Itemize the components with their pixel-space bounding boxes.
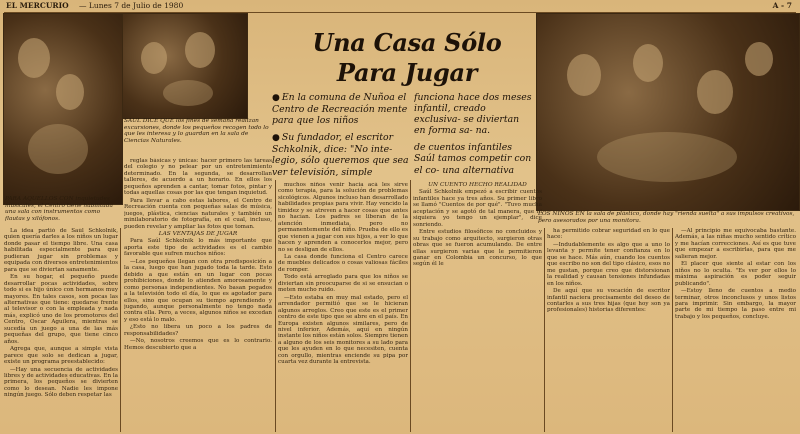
caption-excursions: SAUL DICE QUE los fines de semana realizan excursiones, donde los pequeños recogen todo lo que les interesa y lo guardan en la sala de Ciencias Naturales. <box>124 118 269 144</box>
bullet-icon: ● <box>272 133 280 144</box>
caption-music-room: PARA AQUELLOS CON inquietudes musicales, el Centro tiene habilitada una sala con instrumentos como flautas y xilófonos. <box>5 196 113 222</box>
article-column-2 <box>124 158 272 432</box>
paragraph: La casa donde funciona el Centro carece de muebles delicados o cosas valiosas fáciles de romper. <box>278 253 408 273</box>
paragraph: Saúl Schkolnik empezó a escribir cuentos infantiles hace ya tres años. Su primer libro se llamó "Cuentos de por qué". "Tuvo mucha aceptación y se agotó de tal manera, que ni siquiera yo tengo un ejemplar", dice sonriendo. <box>413 189 542 228</box>
paragraph: —Hay una secuencia de actividades libres y de actividades educativas. En la primera, los pequeños se divierten como lo desean. Nadie les impone ningún juego. Sólo deben respetar las <box>4 366 118 399</box>
lead-bullet-1-right: funciona hace dos meses infantil, creado exclusiva- se diviertan en forma sa- na. <box>414 92 532 137</box>
paragraph: —Indudablemente es algo que a uno lo levanta y permite tener confianza en lo que se hace. Más aún, cuando los cuentos que escribo no son del tipo clásico, esos no me gustan, porque creo que distorsionan la realidad y causan tensiones infundadas en los niños. <box>547 241 670 287</box>
lead-bullet-2-right: de cuentos infantiles Saúl tamos competir con el co- una alternativa <box>414 142 532 176</box>
lead-bullet-2-left: Su fundador, el escritor Schkolnik, dice: "No inte- legio, sólo queremos que sea ver televisión, simple <box>272 132 409 176</box>
paragraph: Para llevar a cabo estas labores, el Centro de Recreación cuenta con pequeñas salas de música, juegos, plástica, ciencias naturales y también un minilaboratorio de fotografía, en el cual, incluso, pueden revelar y ampliar las fotos que toman. <box>124 197 272 230</box>
newspaper-name: EL MERCURIO <box>6 1 69 10</box>
paragraph: ¿Esto no libera un poco a los padres de responsabilidades? <box>124 324 272 337</box>
photo-weekend-excursions <box>122 13 248 119</box>
paragraph: —Al principio me equivocaba bastante. Además, a las niñas mucho sentido crítico y me hacían correcciones. Así es que tuve que empezar a escribirlas, para que me salieran mejor. <box>675 228 796 260</box>
photo-plastic-arts-room <box>536 13 800 211</box>
paragraph: Todo está arreglado para que los niños se diviertan sin preocuparse de si se ensucian o meten mucho ruido. <box>278 274 408 294</box>
paragraph: En su hogar, el pequeño puede desarrollar pocas actividades, sobre todo si es hijo único con hermanos muy mayores. En tales casos, son pocas las alternativas que tiene: quedarse frente al televisor o con la empleada y nada más, explicó uno de los promotores del Centro, Oscar Aguilera, mientras se sucedía un juego a una de las más pequeñas del grupo, que tiene cinco años. <box>4 274 118 345</box>
page-header <box>4 1 796 13</box>
lead-right <box>414 92 532 176</box>
article-headline <box>282 28 532 88</box>
article-column-5 <box>675 228 796 432</box>
headline-line-1: Una Casa Sólo <box>312 28 502 57</box>
paragraph: ha permitido cobrar seguridad en lo que hace: <box>547 228 670 241</box>
paragraph: La idea partió de Saúl Schkolnik, quien quería darles a los niños un lugar donde pasar el tiempo libre. Una casa habilitada especialmente para que pudieran jugar sin problemas y equipada con diversos entretenimientos para que se diviertan sanamente. <box>4 228 118 273</box>
caption-plastic-room: LOS NIÑOS EN la sala de plástico, donde hay "rienda suelta" a sus impulsos creativos, pero asesorados por una monitora. <box>538 211 795 224</box>
section-subhead: LAS VENTAJAS DE JUGAR <box>158 230 238 237</box>
lead-bullet-1-left: En la comuna de Ñuñoa el Centro de Recreación mente para que los niños <box>272 92 408 127</box>
paragraph: —Los pequeños llegan con otra predisposición a la casa, luego que han jugado toda la tarde. Esto debido a que están en un lugar con pocas prohibiciones, donde lo atienden amorosamente y como personas independientes. No basan pegados a la televisión todo el día, lo que es agotador para ellos, sino que ocupan su tiempo aprendiendo y jugando, aunque personalmente no tengo nada contra ella. Pero, a veces, algunos niños se excedan y eso está lo malo. <box>124 258 272 323</box>
paragraph: De aquí que su vocación de escritor infantil naciera precisamente del deseo de contarles a sus tres hijas (que hoy son ya profesionales) historias diferentes: <box>547 288 670 314</box>
article-column-3b <box>413 182 542 432</box>
paragraph: Agrega que, aunque a simple vista parece que solo se dedican a jugar, existe un programa preestablecido: <box>4 346 118 366</box>
paragraph: —Esto estaba en muy mal estado, pero el arrendador permitió que se le hicieran algunos arreglos. Creo que este es el primer centro de este tipo que se abre en el país. En Europa existen algunos similares, pero de nivel inferior. Además, aquí en ningún instante los niños están solos. Siempre tienen a alguno de los seis monitores a su lado para que les ayuden en lo que necesiten, cuenta con orgullo, mientras enciende su pipa por cuarta vez durante la entrevista. <box>278 294 408 366</box>
bullet-icon: ● <box>272 93 280 103</box>
article-column-4 <box>547 228 670 432</box>
article-column-3a <box>278 182 408 432</box>
article-column-1 <box>4 228 118 432</box>
headline-line-2: Para Jugar <box>336 58 478 87</box>
page-number: A - 7 <box>772 1 792 10</box>
paragraph: —No, nosotros creemos que es lo contrario. Hemos descubierto que a <box>124 338 272 351</box>
photo-music-room <box>3 13 123 205</box>
paragraph: muchos niños venir hacia acá les sirve como terapia, para la solución de problemas sicológicos. Algunos incluso han desarrollado habilidades propias para vivir. Hay vencido la timidez y se atreven a hacer cosas que antes no hacían. Los padres se liberan de la atención inmediata, pero no permanentemente del niño. Prueba de ello es que vienen a jugar con sus hijos, a ver lo que hacen y aprenden a conocerlos mejor, pero no se desligan de ellos. <box>278 182 408 253</box>
paragraph: —Estoy lleno de cuentos a medio terminar, otros inconclusos y unos listos para imprimir. Sin embargo, la mayor parte de mi tiempo la paso entre mi trabajo y los pequeños, concluye. <box>675 288 796 320</box>
section-subhead: UN CUENTO HECHO REALIDAD <box>428 182 527 188</box>
lead-left <box>272 92 410 176</box>
paragraph: El placer que siente al estar con los niños no lo oculta. "Es ver por ellos lo máxima aspiración es poder seguir publicando". <box>675 261 796 287</box>
paragraph: reglas básicas y únicas: hacer primero las tareas del colegio y no pelear por un entretenimiento determinado. En la segunda, se desarrollan talleres, de acuerdo a un horario. En ellos los pequeños aprenden a cantar, tomar fotos, pintar y todas aquellas cosas por las que tengan inquietud. <box>124 158 272 197</box>
paragraph: Para Saúl Schkolnik lo más importante que aporta este tipo de actividades es el cambio favorable que sufren muchos niños: <box>124 238 272 258</box>
issue-date: — Lunes 7 de Julio de 1980 <box>79 1 184 10</box>
paragraph: Entre estudios filosóficos no concluidos y su trabajo como arquitecto, surgieron otras obras que se fueron acumulando. De entre ellas surgieron varias que le permitieron ganar en Colombia un concurso, lo que según él le <box>413 229 542 268</box>
